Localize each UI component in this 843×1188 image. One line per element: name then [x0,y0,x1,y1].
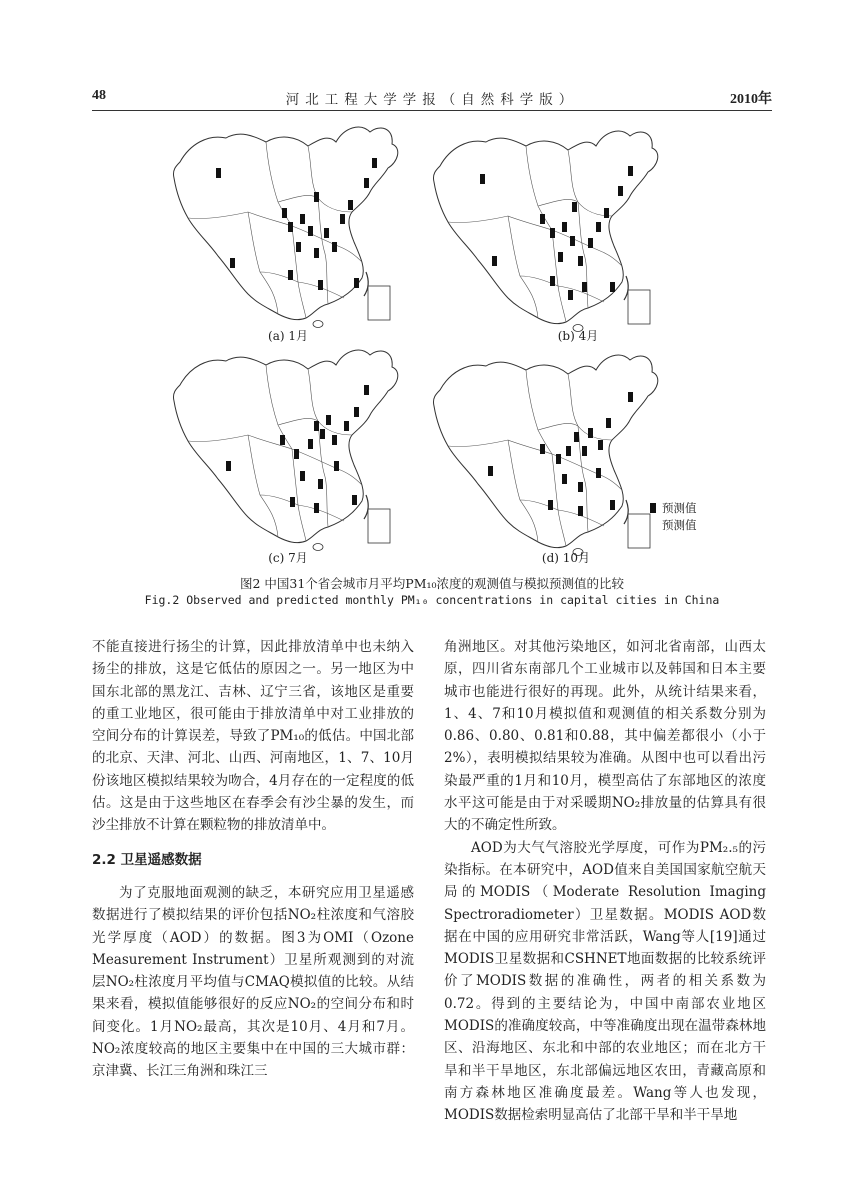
marker [568,290,573,300]
marker [354,278,359,288]
marker [320,429,325,439]
marker [562,222,567,232]
marker [344,421,349,431]
marker [610,500,615,510]
marker [326,415,331,425]
marker [308,226,313,236]
page-number: 48 [92,88,106,103]
left-column [92,636,414,1083]
marker [348,200,353,210]
marker [596,468,601,478]
marker [318,280,323,290]
marker [578,256,583,266]
legend-predicted: 预测值 [662,518,697,532]
marker [290,497,295,507]
marker [574,432,579,442]
marker [332,435,337,445]
panel-label-c: (c) 7月 [268,551,308,565]
marker [318,479,323,489]
marker [332,242,337,252]
marker [588,238,593,248]
marker [604,208,609,218]
marker [288,270,293,280]
publication-year: 2010年 [730,92,772,107]
marker [364,385,369,395]
header-rule [92,110,772,111]
legend-observed: 预测值 [662,501,697,515]
map-panel-d [428,350,664,556]
marker [558,252,563,262]
marker [628,166,633,176]
body-paragraph: 不能直接进行扬尘的计算，因此排放清单中也未纳入扬尘的排放，这是它低估的原因之一。另一地区为中国东北部的黑龙江、吉林、辽宁三省，该地区是重要的重工业地区，很可能由于排放清单中对工业排放的空间分布的计算误差，导致了PM₁₀的低估。中国北部的北京、天津、河北、山西、河南地区，1、7、10月份该地区模拟结果较为吻合，4月存在的一定程度的低估。这是由于这些地区在春季会有沙尘暴的发生，而沙尘排放不计算在颗粒物的排放清单中。 [92,639,414,834]
marker [578,506,583,516]
marker [578,482,583,492]
panel-label-b: (b) 4月 [557,329,599,343]
marker [596,222,601,232]
marker [352,495,357,505]
marker [618,186,623,196]
marker [570,236,575,246]
marker [480,174,485,184]
legend-swatch [650,503,656,513]
marker [324,228,329,238]
marker [364,178,369,188]
marker [582,282,587,292]
marker [588,428,593,438]
marker [354,407,359,417]
marker [550,276,555,286]
marker [308,439,313,449]
marker [488,466,493,476]
running-header [92,88,772,108]
figure-caption-cn: 图2 中国31个省会城市月平均PM₁₀浓度的观测值与模拟预测值的比较 [239,576,625,591]
marker [226,461,231,471]
marker [216,168,221,178]
panel-label-d: (d) 10月 [541,551,591,565]
body-paragraph: 为了克服地面观测的缺乏，本研究应用卫星遥感数据进行了模拟结果的评价包括NO₂柱浓度和气溶胶光学厚度（AOD）的数据。图3为OMI（Ozone Measurement Instrument）卫星所观测到的对流层NO₂柱浓度月平均值与CMAQ模拟值的比较。从结果来看，模拟值能够很好的反应NO₂的空间分布和时间变化。1月NO₂最高，其次是10月、4月和7月。NO₂浓度较高的地区主要集中在中国的三大城市群：京津冀、长江三角洲和珠江三 [92,884,414,1080]
body-paragraph: 角洲地区。对其他污染地区，如河北省南部，山西太原，四川省东南部几个工业城市以及韩国和日本主要城市也能进行很好的再现。此外，从统计结果来看，1、4、7和10月模拟值和观测值的相关系数分别为0.86、0.80、0.81和0.88，其中偏差都很小（小于2%），表明模拟结果较为准确。从图中也可以看出污染最严重的1月和10月，模型高估了东部地区的浓度水平这可能是由于对采暖期NO₂排放量的估算具有很大的不确定性所致。 [444,639,766,834]
marker [562,474,567,484]
marker [598,440,603,450]
marker [492,256,497,266]
marker [282,208,287,218]
marker [314,421,319,431]
marker [300,471,305,481]
marker [628,392,633,402]
marker [572,202,577,212]
marker [550,228,555,238]
marker [582,446,587,456]
marker [606,418,611,428]
panel-label-a: (a) 1月 [268,329,308,343]
marker [548,500,553,510]
marker [230,258,235,268]
marker [314,192,319,202]
map-panel-c [168,345,404,551]
marker [540,214,545,224]
marker [296,242,301,252]
map-panel-a [168,122,404,328]
marker [540,444,545,454]
map-panel-b [428,126,664,332]
marker [372,158,377,168]
marker [288,222,293,232]
marker [314,248,319,258]
marker [610,282,615,292]
marker [300,214,305,224]
journal-title: 河北工程大学学报（自然科学版） [285,92,579,108]
marker [340,214,345,224]
map-legend [650,500,697,534]
marker [294,449,299,459]
marker [566,446,571,456]
marker [280,435,285,445]
marker [314,503,319,513]
marker [334,461,339,471]
body-paragraph: AOD为大气气溶胶光学厚度，可作为PM₂.₅的污染指标。在本研究中，AOD值来自美国国家航空航天局的MODIS（Moderate Resolution Imaging Spectroradiometer）卫星数据。MODIS AOD数据在中国的应用研究非常活跃，Wang等人[19]通过MODIS卫星数据和CSHNET地面数据的比较系统评价了MODIS数据的准确性，两者的相关系数为0.72。得到的主要结论为，中国中南部农业地区MODIS的准确度较高，中等准确度出现在温带森林地区、沿海地区、东北和中部的农业地区；而在北方干旱和半干旱地区，东北部偏远地区农田，青藏高原和南方森林地区准确度最差。Wang等人也发现，MODIS数据检索明显高估了北部干旱和半干旱地 [444,839,766,1124]
marker [556,454,561,464]
figure-caption-en: Fig.2 Observed and predicted monthly PM₁₀ concentrations in capital cities in China [144,593,720,607]
section-heading: 2.2 卫星遥感数据 [92,851,202,868]
right-column [444,636,766,1127]
